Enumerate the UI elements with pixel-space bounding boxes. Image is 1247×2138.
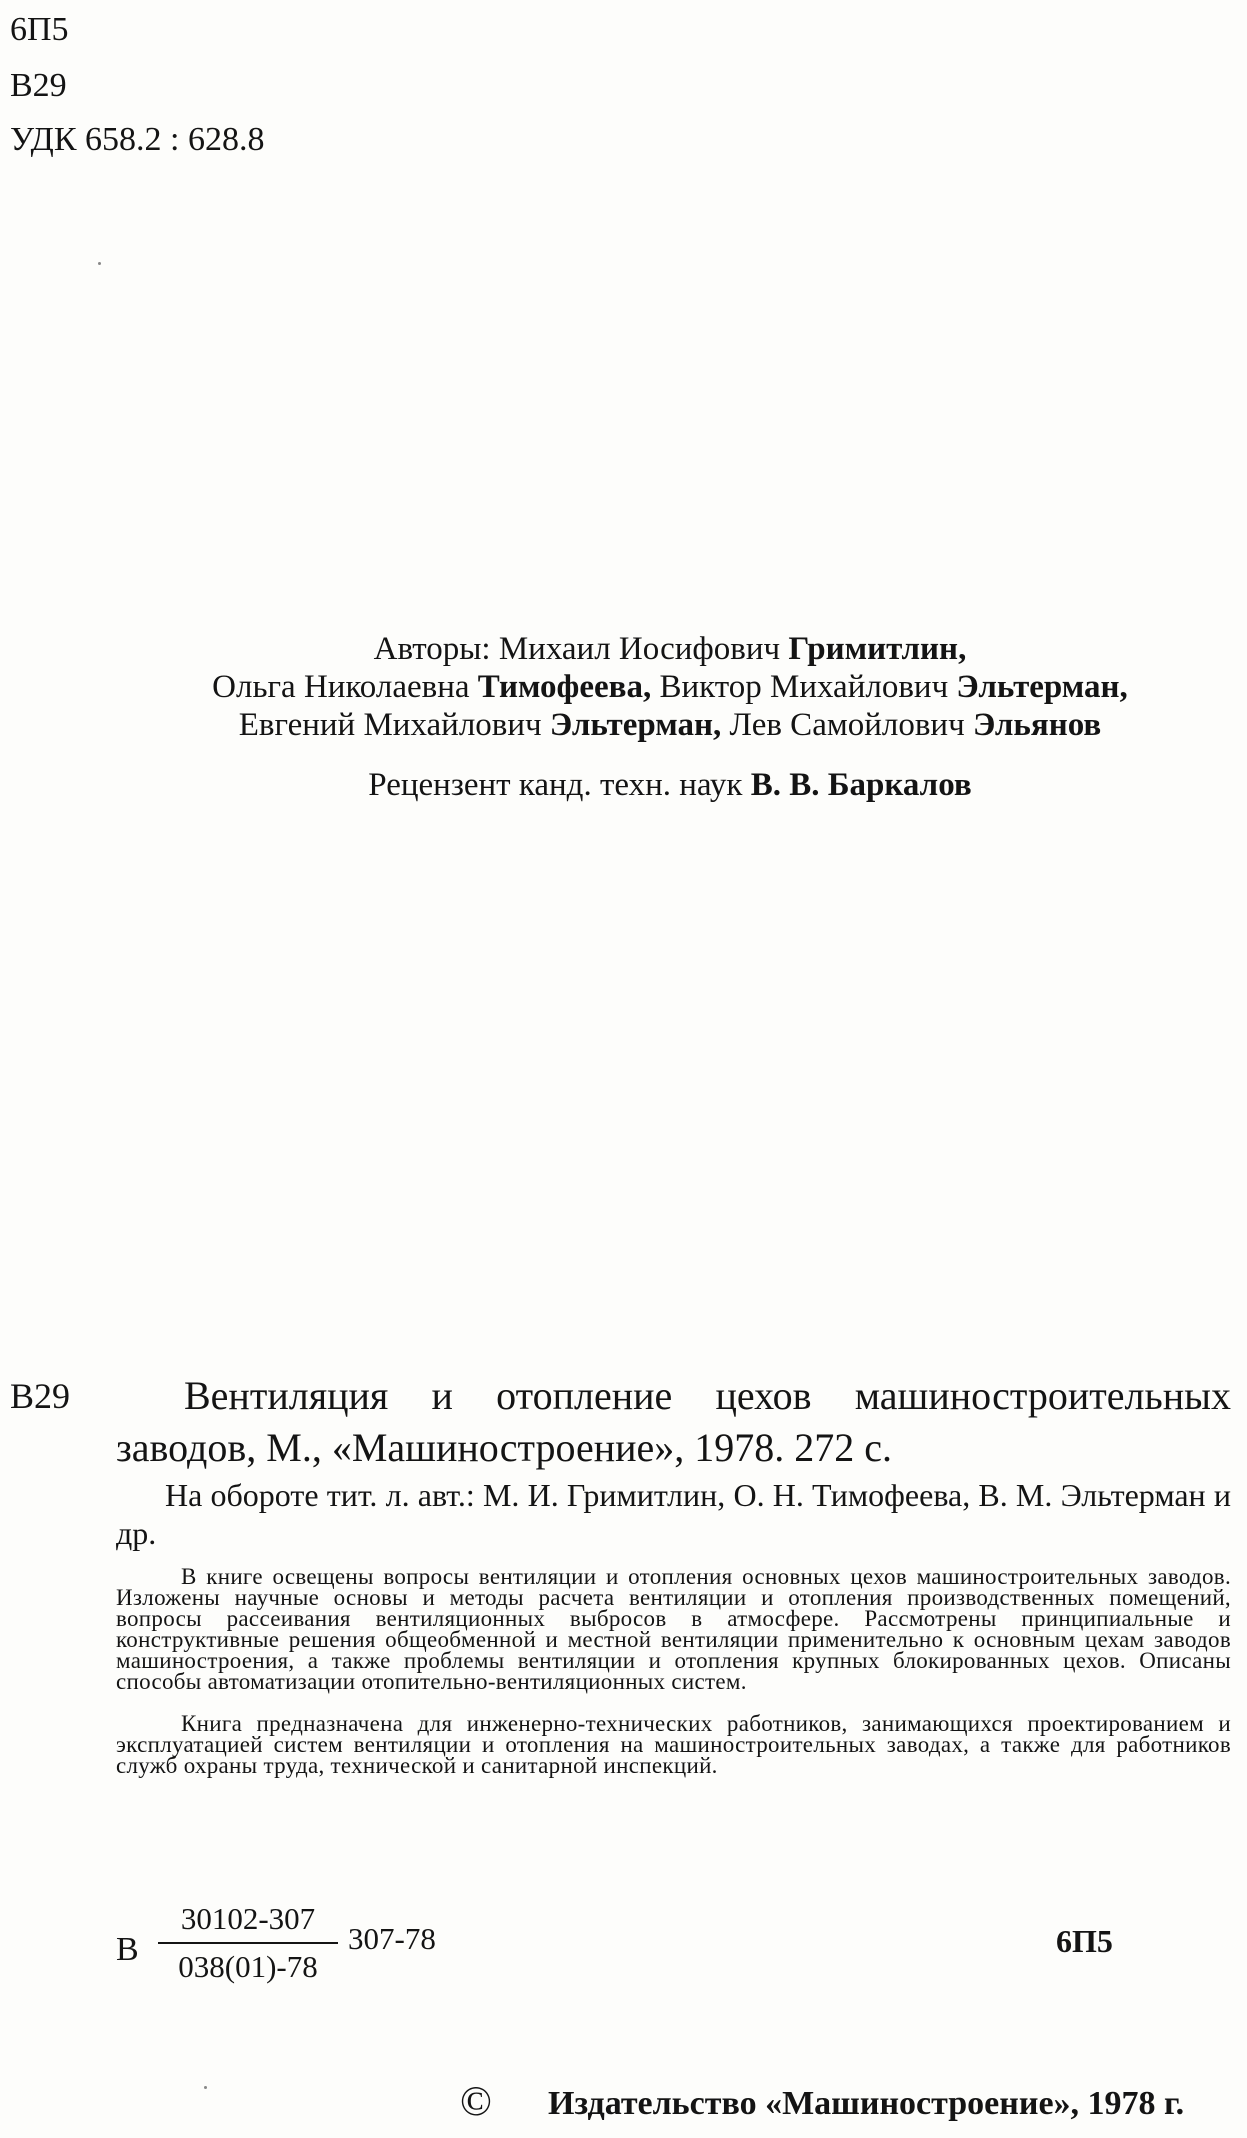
abstract-paragraph-2: Книга предназначена для инженерно-технических работников, занимающихся проектированием и эксплуатацией систем вентиляции и отопления на машиностроительных заводах, а также для работников служб охраны труда, технической и санитарной инспекций. <box>116 1711 1231 1778</box>
catalog-code: В29 <box>10 1376 71 1416</box>
book-title: Вентиляция и отопление цехов машиностроительных заводов, М., «Машиностроение», 1978. 272 с. <box>116 1373 1231 1470</box>
index-numerator: 30102-307 <box>158 1900 338 1944</box>
authors-line-2 <box>130 668 1210 706</box>
index-bbk: 6П5 <box>1056 1923 1113 1959</box>
author-2-name: Ольга Николаевна <box>212 669 478 705</box>
index-suffix: 307-78 <box>348 1921 436 1956</box>
speck-dot <box>204 2086 207 2089</box>
index-letter: В <box>116 1931 139 1968</box>
corner-udc: УДК 658.2 : 628.8 <box>10 121 265 158</box>
author-3-surname: Эльтерман, <box>956 669 1128 705</box>
authors-prefix: Авторы: Михаил Иосифович <box>373 631 789 667</box>
reviewer-prefix: Рецензент канд. техн. наук <box>368 767 751 803</box>
author-5-name: Лев Самойлович <box>721 707 973 743</box>
author-5-surname: Эльянов <box>972 707 1102 743</box>
author-4-surname: Эльтерман, <box>549 707 722 743</box>
speck-dot <box>98 262 101 265</box>
corner-author-mark: В29 <box>10 67 67 104</box>
reviewer-line <box>130 766 1210 804</box>
author-4-name: Евгений Михайлович <box>238 707 550 743</box>
author-1-surname: Гримитлин, <box>788 631 967 667</box>
abstract-paragraph-1: В книге освещены вопросы вентиляции и отопления основных цехов машиностроительных заводов. Изложены научные основы и методы расчета вентиляции и отопления производственных помещений, вопросы рассеивания вентиляционных выбросов в атмосфере. Рассмотрены принципиальные и конструктивные решения общеобменной и местной вентиляции применительно к основным цехам заводов машиностроения, а также проблемы вентиляции и отопления крупных блокированных цехов. Описаны способы автоматизации отопительно-вентиляционных систем. <box>116 1564 1231 1694</box>
copyright-icon: © <box>460 2079 492 2125</box>
reverse-note: На обороте тит. л. авт.: М. И. Гримитлин, О. Н. Тимофеева, В. М. Эльтерман и др. <box>116 1477 1231 1551</box>
index-denominator: 038(01)-78 <box>178 1949 318 1984</box>
author-2-surname: Тимофеева, <box>477 669 652 705</box>
authors-line-1 <box>130 630 1210 668</box>
author-3-name: Виктор Михайлович <box>651 669 957 705</box>
index-fraction <box>158 1900 338 1986</box>
corner-bbk: 6П5 <box>10 11 69 48</box>
reviewer-name: В. В. Баркалов <box>750 767 972 803</box>
authors-line-3 <box>130 706 1210 744</box>
publisher-line: Издательство «Машиностроение», 1978 г. <box>548 2085 1185 2122</box>
